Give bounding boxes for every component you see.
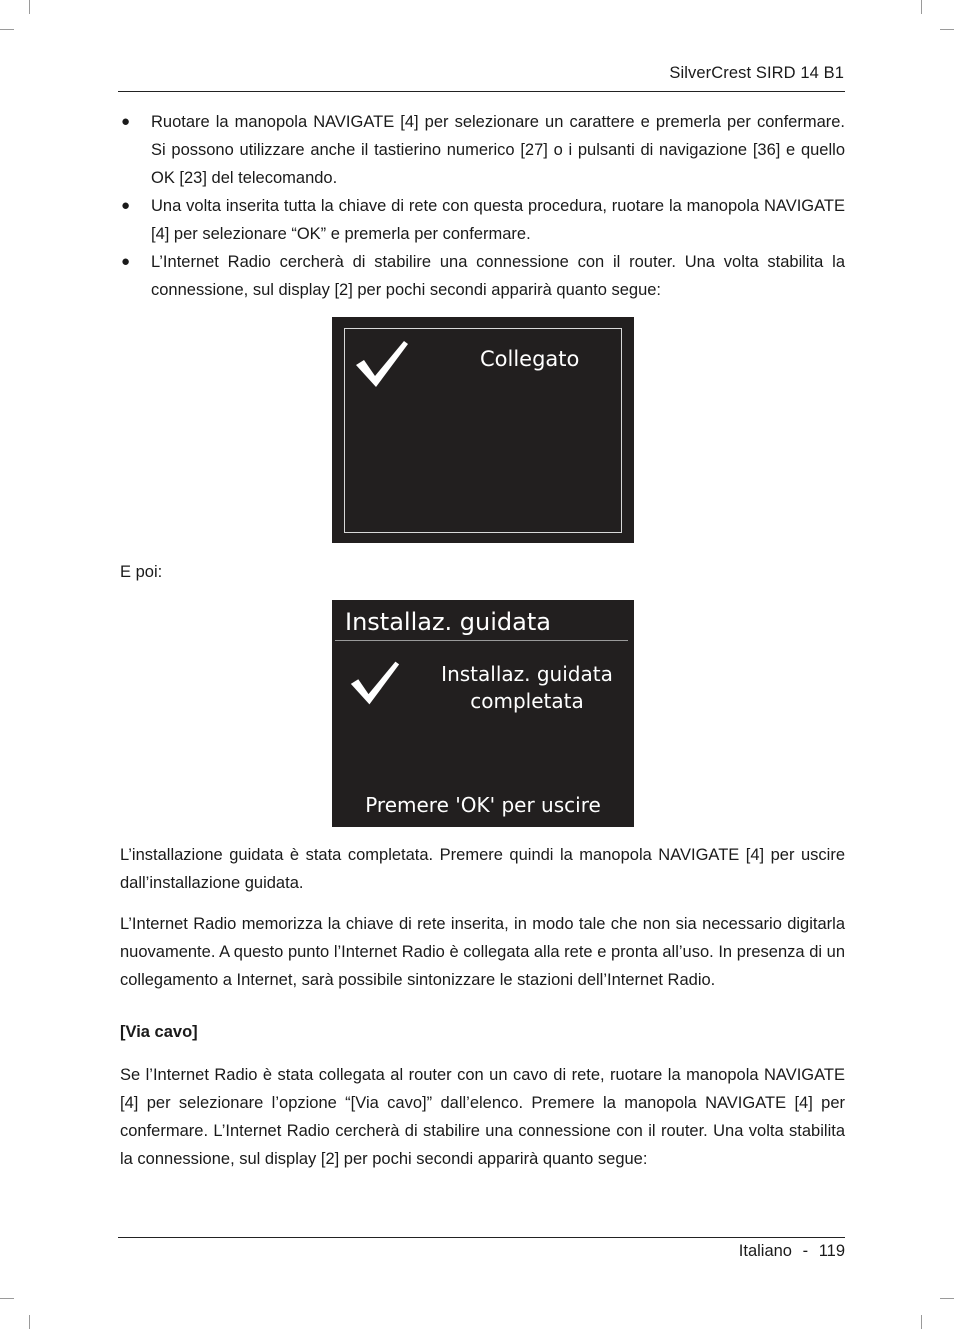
crop-mark xyxy=(0,1298,14,1299)
list-item: ● Una volta inserita tutta la chiave di rete con questa procedura, ruotare la manopola NAVIGATE [4] per selezionare “OK” e premerla per confermare. xyxy=(120,192,845,248)
bullet-icon: ● xyxy=(121,113,131,130)
display-hint: Premere 'OK' per uscire xyxy=(365,793,601,817)
crop-mark xyxy=(0,29,14,30)
bullet-icon: ● xyxy=(121,197,131,214)
footer-language: Italiano xyxy=(738,1242,792,1260)
display-connected xyxy=(332,317,634,543)
crop-mark xyxy=(29,0,30,14)
footer-separator: - xyxy=(802,1242,809,1260)
instruction-list xyxy=(120,108,845,304)
crop-mark xyxy=(940,1298,954,1299)
display-wizard-complete xyxy=(332,600,634,827)
section-body: Se l’Internet Radio è stata collegata al router con un cavo di rete, ruotare la manopola NAVIGATE [4] per selezionare l’opzione “[Via cavo]” dall’elenco. Premere la manopola NAVIGATE [4] per confermare. L’Internet Radio cercherà di stabilire una connessione con il router. Una volta stabilita la connessione, sul display [2] per pochi secondi apparirà quanto segue: xyxy=(120,1066,845,1168)
paragraph: L’Internet Radio memorizza la chiave di rete inserita, in modo tale che non sia necessario digitarla nuovamente. A questo punto l’Internet Radio è collegata alla rete e pronta all’uso. In presenza di un collegamento a Internet, sarà possibile sintonizzare le stazioni dell’Internet Radio. xyxy=(120,915,845,989)
header-rule xyxy=(118,91,845,92)
display-status: Collegato xyxy=(480,347,580,371)
display-title: Installaz. guidata xyxy=(345,608,551,636)
paragraph: L’installazione guidata è stata completata. Premere quindi la manopola NAVIGATE [4] per uscire dall’installazione guidata. xyxy=(120,846,845,892)
list-item: ● L’Internet Radio cercherà di stabilire una connessione con il router. Una volta stabilita la connessione, sul display [2] per pochi secondi apparirà quanto segue: xyxy=(120,248,845,304)
footer-rule xyxy=(118,1237,845,1238)
footer xyxy=(739,1242,845,1261)
display-divider xyxy=(335,640,628,641)
checkmark-icon xyxy=(349,658,401,708)
crop-mark xyxy=(29,1315,30,1329)
checkmark-icon xyxy=(354,339,410,389)
crop-mark xyxy=(940,29,954,30)
bullet-icon: ● xyxy=(121,253,131,270)
crop-mark xyxy=(921,0,922,14)
display-message: Installaz. guidata completata xyxy=(441,662,613,713)
crop-mark xyxy=(921,1315,922,1329)
header-model: SilverCrest SIRD 14 B1 xyxy=(669,64,844,82)
page-number: 119 xyxy=(818,1242,845,1260)
epoi-text: E poi: xyxy=(120,563,163,581)
section-heading: [Via cavo] xyxy=(120,1023,198,1041)
list-item: ● Ruotare la manopola NAVIGATE [4] per selezionare un carattere e premerla per confermare. Si possono utilizzare anche il tastierino numerico [27] o i pulsanti di navigazione [36] e quello OK [23] del telecomando. xyxy=(120,108,845,192)
